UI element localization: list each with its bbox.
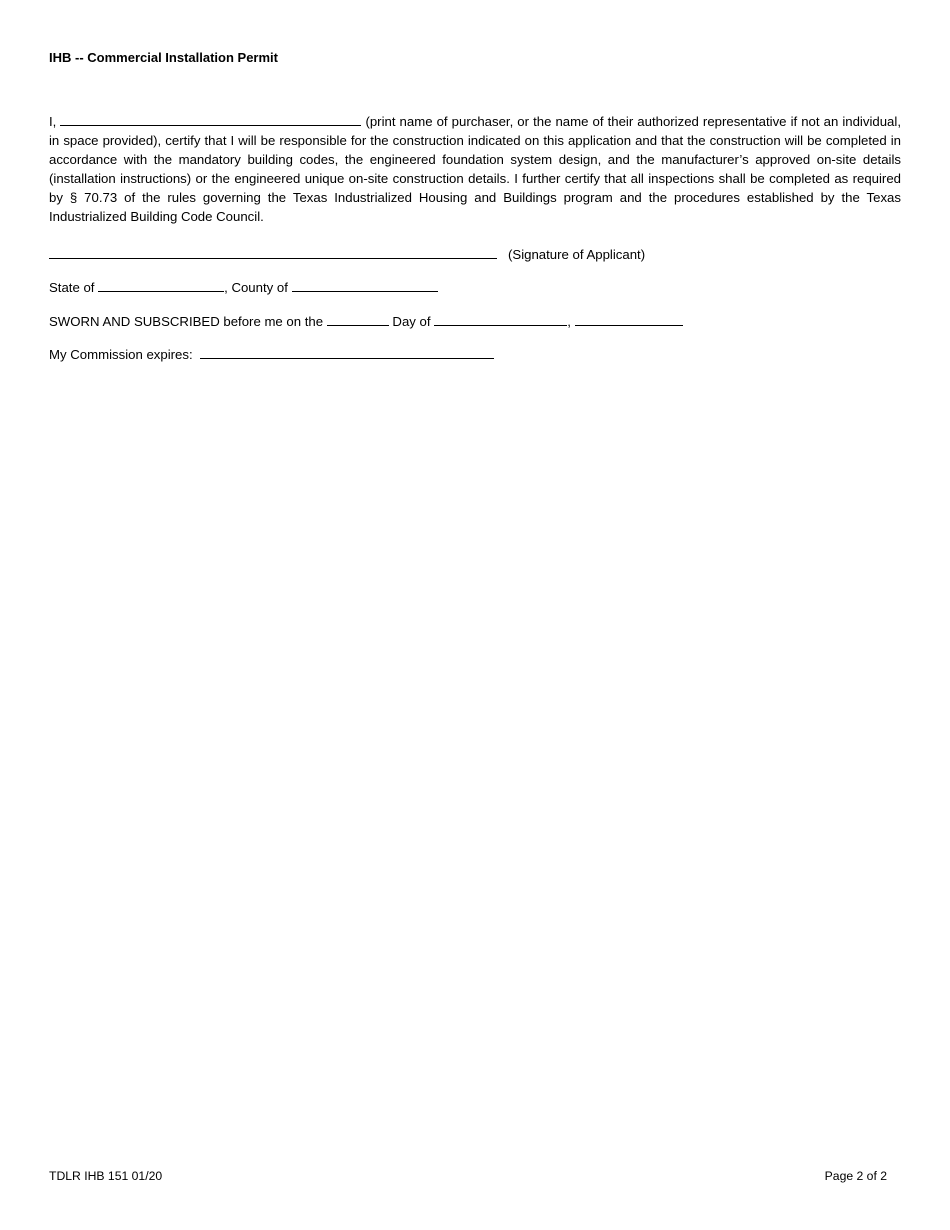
day-of-label: Day of bbox=[388, 314, 435, 329]
month-field[interactable] bbox=[434, 311, 567, 326]
location-row bbox=[49, 277, 438, 297]
commission-label: My Commission expires: bbox=[49, 347, 200, 362]
state-field[interactable] bbox=[98, 277, 224, 292]
sworn-row bbox=[49, 311, 683, 331]
county-field[interactable] bbox=[292, 277, 438, 292]
page-number-footer: Page 2 of 2 bbox=[824, 1169, 887, 1183]
form-id-footer: TDLR IHB 151 01/20 bbox=[49, 1169, 163, 1183]
commission-expiry-field[interactable] bbox=[200, 344, 494, 359]
signature-row bbox=[49, 244, 645, 264]
county-label: , County of bbox=[224, 280, 292, 295]
day-field[interactable] bbox=[327, 311, 389, 326]
certification-paragraph bbox=[49, 112, 901, 226]
year-field[interactable] bbox=[575, 311, 683, 326]
state-label: State of bbox=[49, 280, 99, 295]
certification-prefix: I, bbox=[49, 114, 61, 129]
purchaser-name-field[interactable] bbox=[60, 112, 361, 126]
date-separator: , bbox=[567, 314, 575, 329]
commission-row bbox=[49, 344, 494, 364]
signature-field[interactable] bbox=[49, 244, 497, 259]
signature-label: (Signature of Applicant) bbox=[508, 247, 646, 262]
form-title: IHB -- Commercial Installation Permit bbox=[49, 50, 278, 65]
certification-text: (print name of purchaser, or the name of their authorized representative if not an individual, in space provided), certify that I will be responsible for the construction indicated on this application and that the construction will be completed in accordance with the mandatory building codes, the engineered foundation system design, and the manufacturer’s approved on-site details (installation instructions) or the engineered unique on-site construction details. I further certify that all inspections shall be completed as required by § 70.73 of the rules governing the Texas Industrialized Housing and Buildings program and the procedures established by the Texas Industrialized Building Code Council. bbox=[49, 114, 901, 224]
sworn-label: SWORN AND SUBSCRIBED before me on the bbox=[49, 314, 327, 329]
